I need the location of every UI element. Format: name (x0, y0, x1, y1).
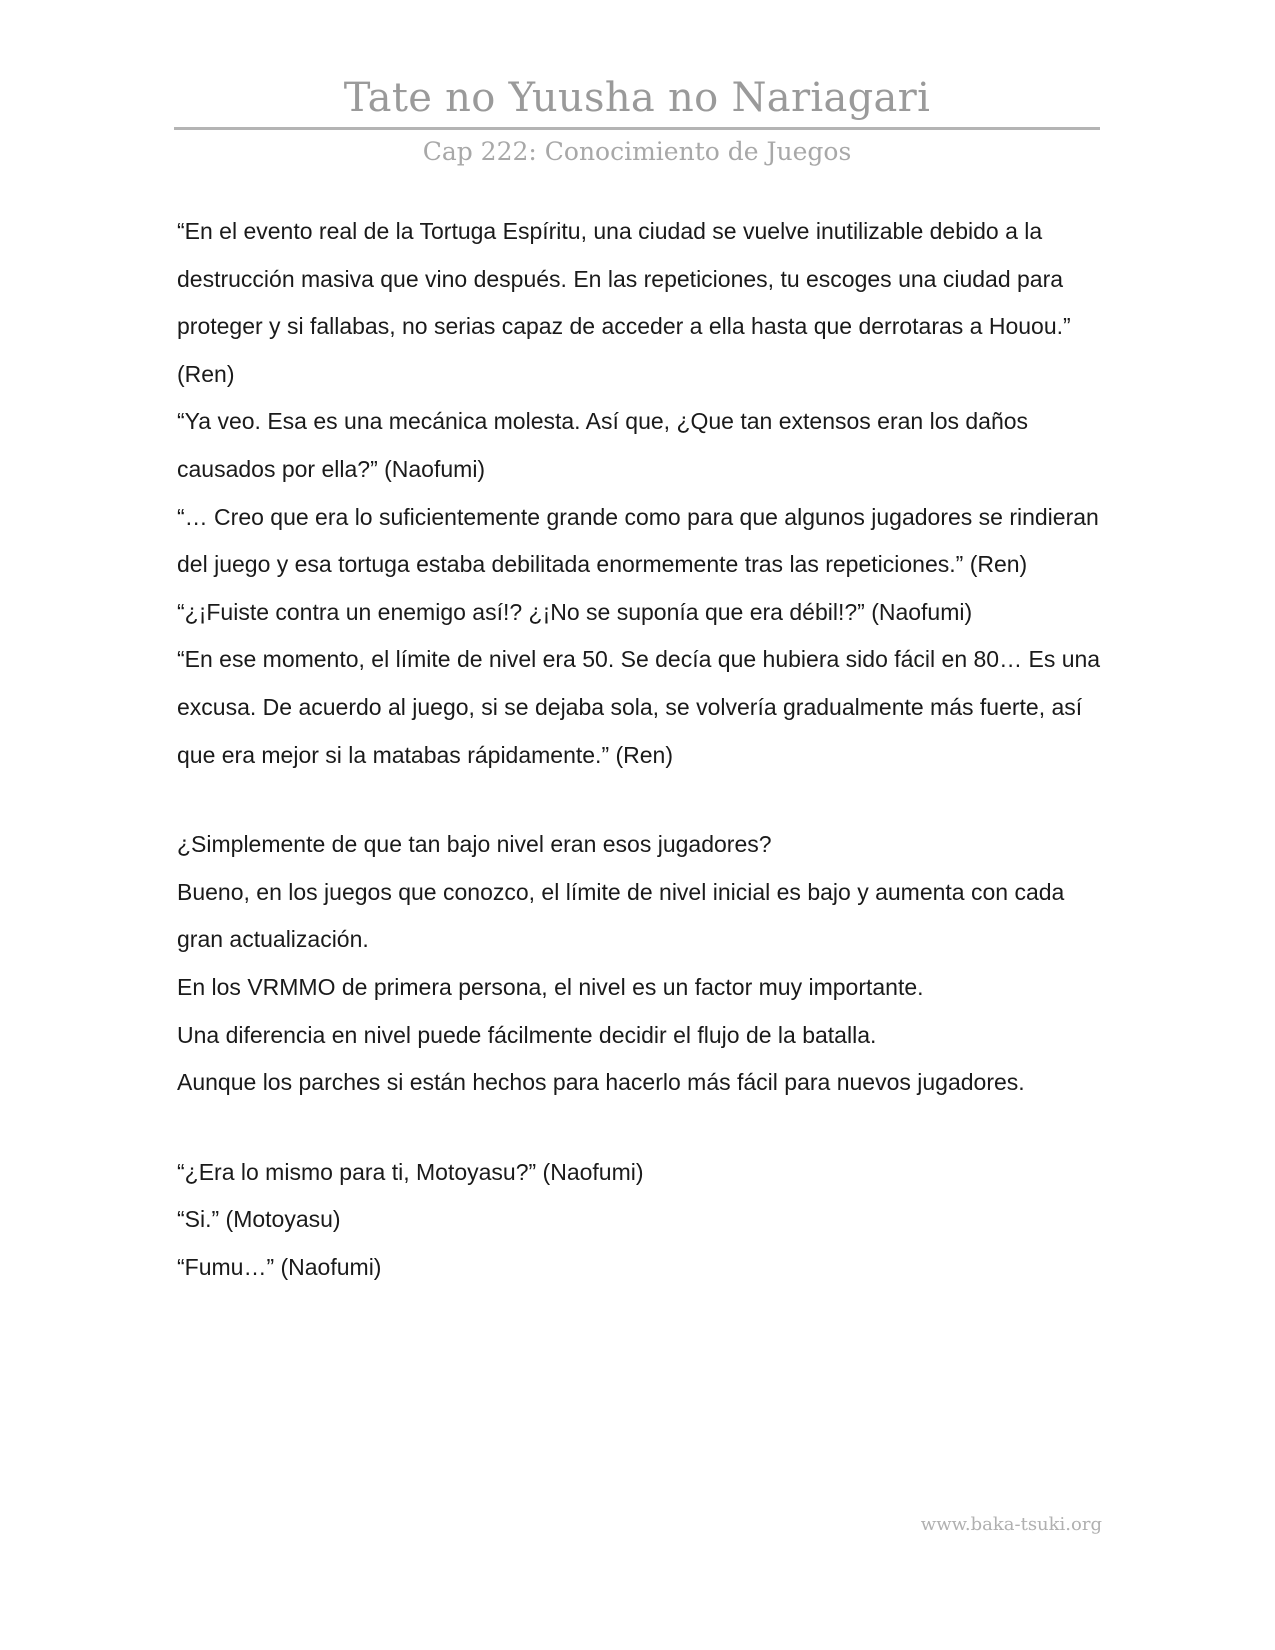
document-title: Tate no Yuusha no Nariagari (343, 75, 931, 121)
paragraph: “En el evento real de la Tortuga Espíritu, una ciudad se vuelve inutilizable debido a la destrucción masiva que vino después. En las repeticiones, tu escoges una ciudad para proteger y si fallabas, no serias capaz de acceder a ella hasta que derrotaras a Houou.” (Ren) (177, 218, 1071, 387)
paragraph: “¿¡Fuiste contra un enemigo así!? ¿¡No se suponía que era débil!?” (Naofumi) (177, 598, 973, 625)
paragraph: “Fumu…” (Naofumi) (177, 1253, 382, 1280)
paragraph-gap (177, 1107, 1102, 1149)
paragraph: En los VRMMO de primera persona, el nivel es un factor muy importante. (177, 973, 924, 1000)
paragraph: “En ese momento, el límite de nivel era 50. Se decía que hubiera sido fácil en 80… Es una excusa. De acuerdo al juego, si se dejaba sola, se volvería gradualmente más fuerte, así que era mejor si la matabas rápidamente.” (Ren) (177, 646, 1101, 768)
header-divider (174, 127, 1100, 130)
paragraph: “¿Era lo mismo para ti, Motoyasu?” (Naofumi) (177, 1158, 644, 1185)
paragraph: “Ya veo. Esa es una mecánica molesta. Así que, ¿Que tan extensos eran los daños causados por ella?” (Naofumi) (177, 408, 1029, 482)
paragraph: ¿Simplemente de que tan bajo nivel eran esos jugadores? (177, 831, 772, 858)
chapter-subtitle: Cap 222: Conocimiento de Juegos (422, 137, 852, 166)
paragraph: Aunque los parches si están hechos para hacerlo más fácil para nuevos jugadores. (177, 1069, 1025, 1096)
paragraph-gap (177, 779, 1102, 821)
paragraph: Una diferencia en nivel puede fácilmente decidir el flujo de la batalla. (177, 1021, 877, 1048)
footer-website: www.baka-tsuki.org (920, 1514, 1102, 1535)
paragraph: Bueno, en los juegos que conozco, el límite de nivel inicial es bajo y aumenta con cada gran actualización. (177, 878, 1065, 953)
document-body (177, 208, 1102, 1291)
page-header (174, 72, 1100, 170)
paragraph: “… Creo que era lo suficientemente grande como para que algunos jugadores se rindieran del juego y esa tortuga estaba debilitada enormemente tras las repeticiones.” (Ren) (177, 503, 1099, 578)
paragraph: “Si.” (Motoyasu) (177, 1206, 341, 1233)
